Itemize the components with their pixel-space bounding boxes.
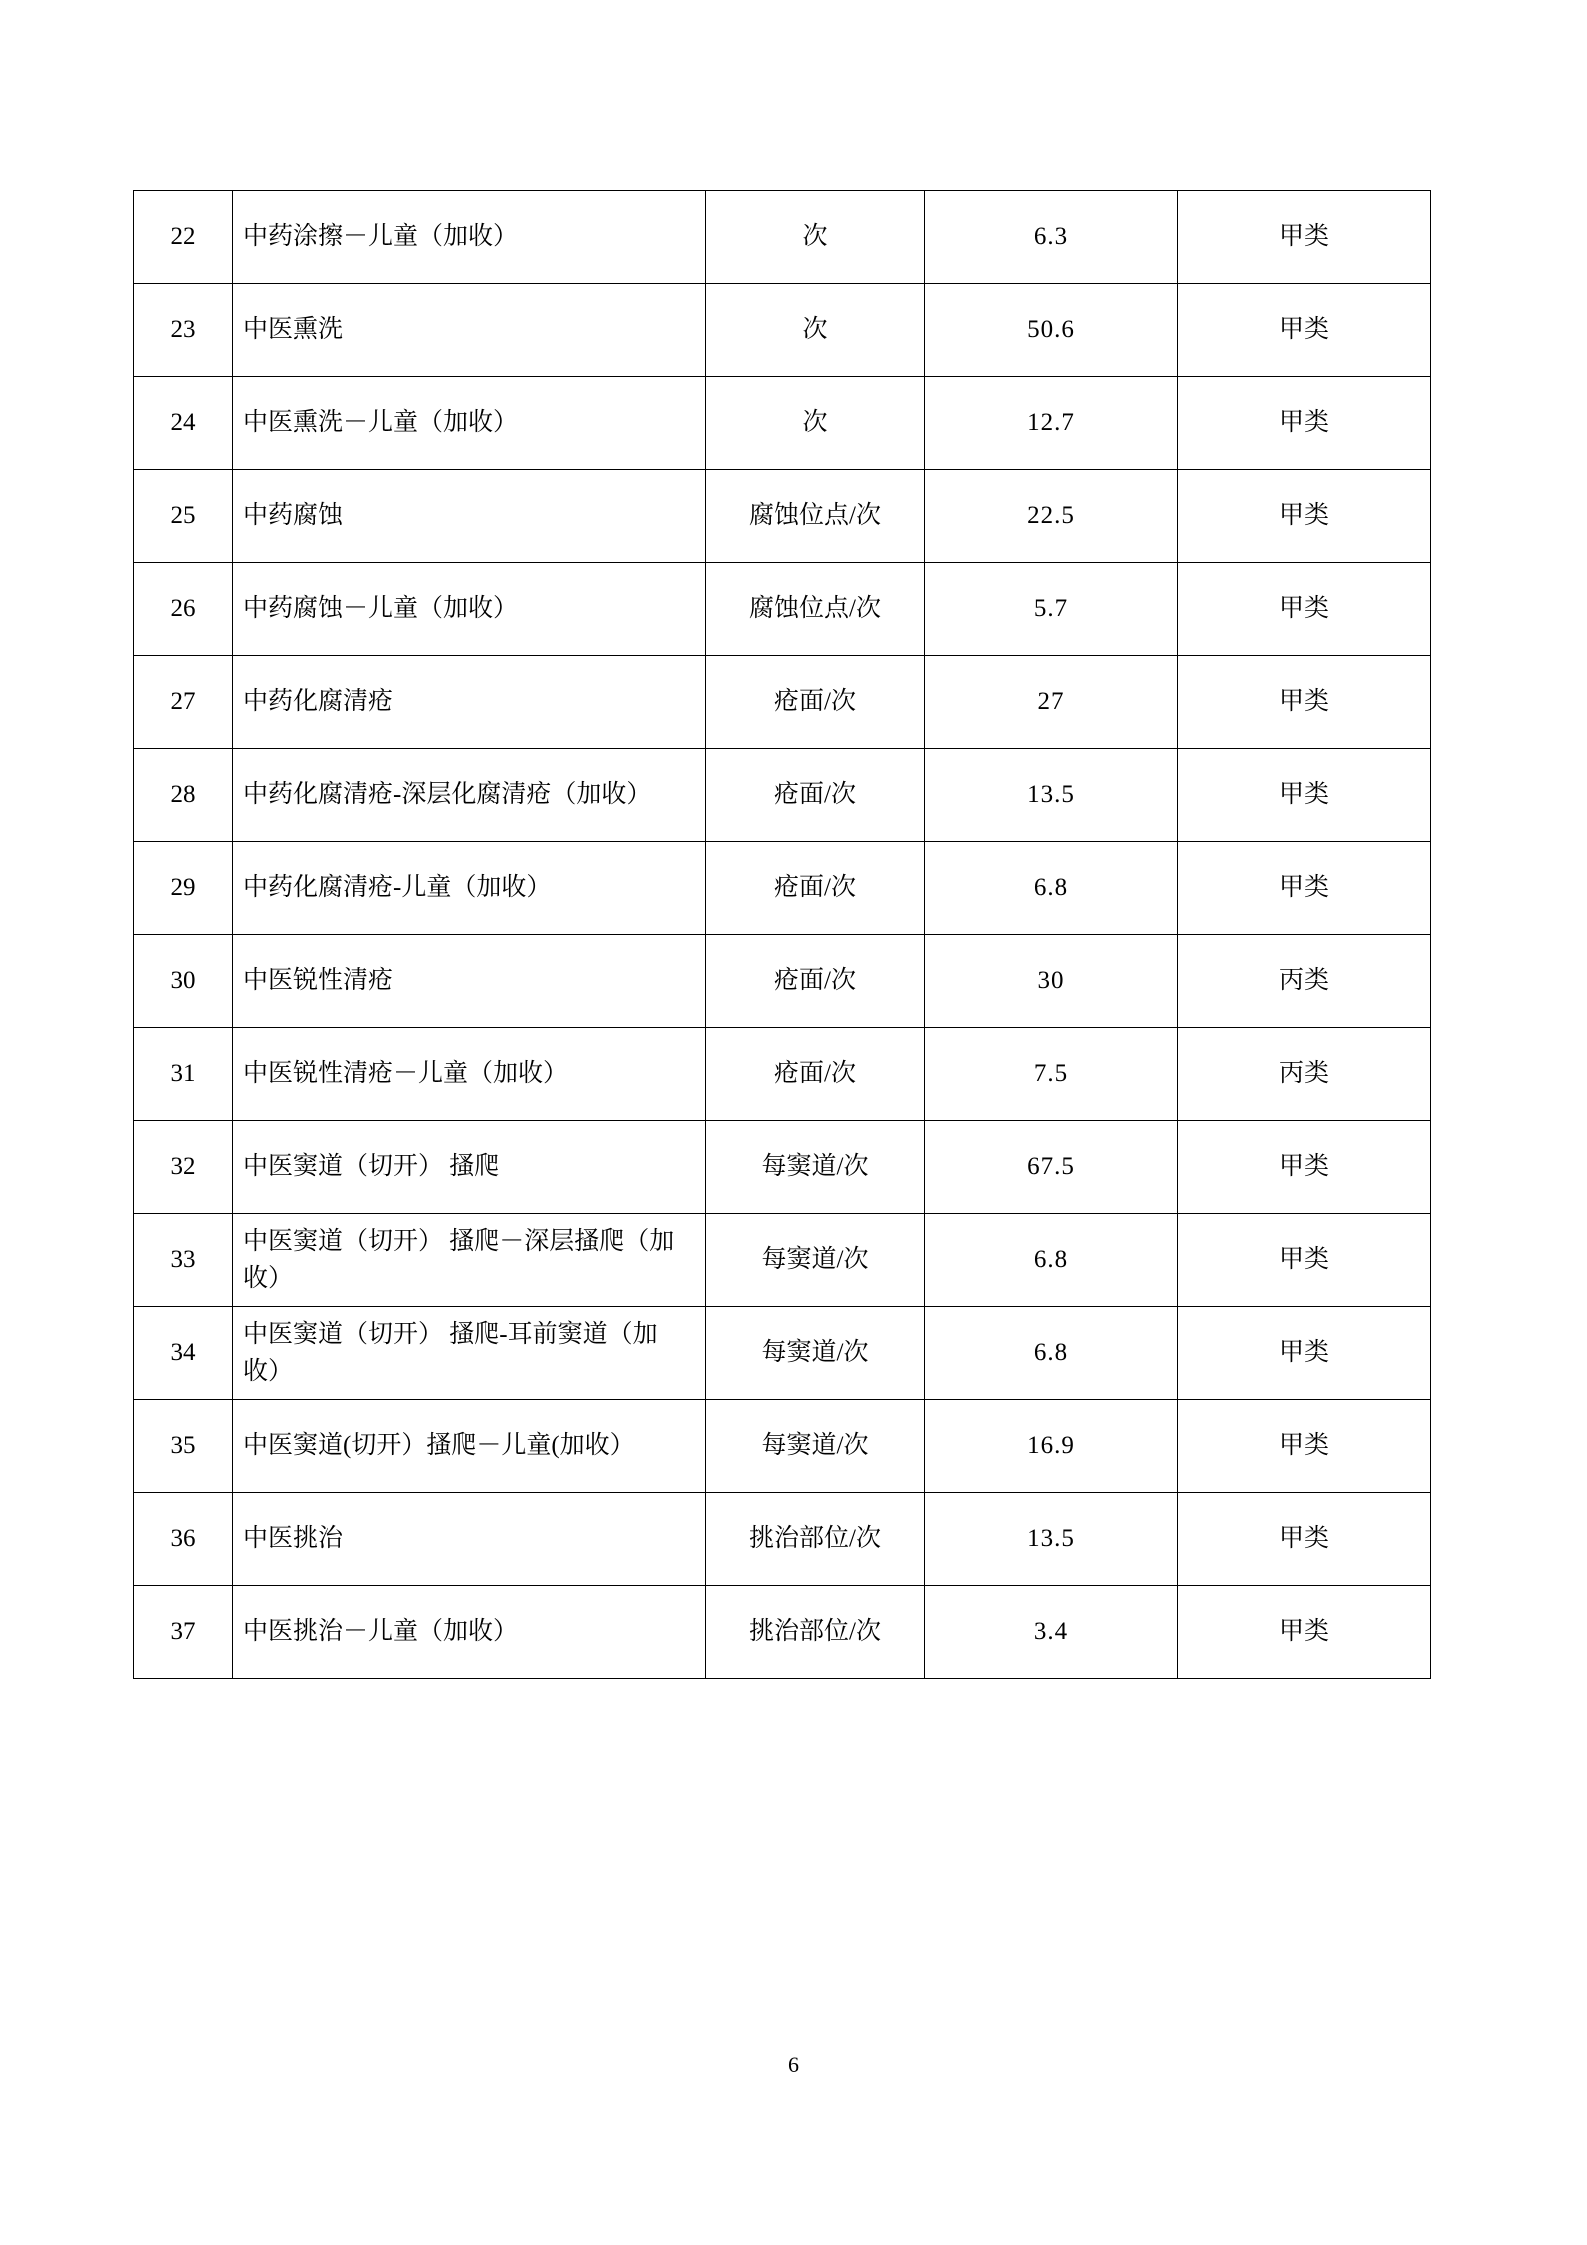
table-row	[134, 470, 1431, 563]
row-price-cell: 5.7	[925, 563, 1178, 656]
row-index-cell: 32	[134, 1121, 233, 1214]
row-unit-cell: 疮面/次	[706, 1028, 925, 1121]
price-table	[133, 190, 1431, 1679]
row-name-cell: 中药腐蚀	[233, 470, 706, 563]
row-type-cell: 甲类	[1178, 1586, 1431, 1679]
row-index-cell: 25	[134, 470, 233, 563]
table-row	[134, 749, 1431, 842]
row-type-cell: 甲类	[1178, 470, 1431, 563]
row-price-cell: 6.8	[925, 842, 1178, 935]
row-price-cell: 22.5	[925, 470, 1178, 563]
row-price-cell: 13.5	[925, 749, 1178, 842]
row-name-cell: 中药化腐清疮	[233, 656, 706, 749]
row-name-cell: 中医窦道（切开） 搔爬－深层搔爬（加收）	[233, 1214, 706, 1307]
price-table-body	[134, 191, 1431, 1679]
row-name-cell: 中药化腐清疮-儿童（加收）	[233, 842, 706, 935]
row-type-cell: 甲类	[1178, 1493, 1431, 1586]
row-price-cell: 6.3	[925, 191, 1178, 284]
row-index-cell: 36	[134, 1493, 233, 1586]
row-price-cell: 16.9	[925, 1400, 1178, 1493]
row-unit-cell: 次	[706, 191, 925, 284]
row-unit-cell: 挑治部位/次	[706, 1493, 925, 1586]
table-row	[134, 842, 1431, 935]
table-row	[134, 191, 1431, 284]
table-row	[134, 563, 1431, 656]
row-name-cell: 中药腐蚀－儿童（加收）	[233, 563, 706, 656]
row-index-cell: 35	[134, 1400, 233, 1493]
row-index-cell: 30	[134, 935, 233, 1028]
row-type-cell: 甲类	[1178, 191, 1431, 284]
row-price-cell: 6.8	[925, 1307, 1178, 1400]
row-type-cell: 甲类	[1178, 1121, 1431, 1214]
row-index-cell: 33	[134, 1214, 233, 1307]
row-name-cell: 中医挑治	[233, 1493, 706, 1586]
row-type-cell: 丙类	[1178, 1028, 1431, 1121]
row-index-cell: 24	[134, 377, 233, 470]
row-type-cell: 甲类	[1178, 1307, 1431, 1400]
row-price-cell: 50.6	[925, 284, 1178, 377]
row-index-cell: 31	[134, 1028, 233, 1121]
row-unit-cell: 每窦道/次	[706, 1307, 925, 1400]
row-unit-cell: 疮面/次	[706, 935, 925, 1028]
row-name-cell: 中医锐性清疮－儿童（加收）	[233, 1028, 706, 1121]
row-name-cell: 中医窦道（切开） 搔爬-耳前窦道（加收）	[233, 1307, 706, 1400]
row-type-cell: 甲类	[1178, 563, 1431, 656]
table-row	[134, 656, 1431, 749]
table-row	[134, 377, 1431, 470]
row-name-cell: 中医熏洗－儿童（加收）	[233, 377, 706, 470]
row-type-cell: 甲类	[1178, 749, 1431, 842]
row-price-cell: 6.8	[925, 1214, 1178, 1307]
row-type-cell: 甲类	[1178, 1214, 1431, 1307]
table-row	[134, 1028, 1431, 1121]
row-name-cell: 中医窦道（切开） 搔爬	[233, 1121, 706, 1214]
row-unit-cell: 次	[706, 377, 925, 470]
row-unit-cell: 疮面/次	[706, 749, 925, 842]
row-index-cell: 34	[134, 1307, 233, 1400]
row-price-cell: 12.7	[925, 377, 1178, 470]
table-row	[134, 1214, 1431, 1307]
row-type-cell: 甲类	[1178, 842, 1431, 935]
table-row	[134, 1493, 1431, 1586]
row-index-cell: 28	[134, 749, 233, 842]
row-unit-cell: 次	[706, 284, 925, 377]
table-row	[134, 1586, 1431, 1679]
table-row	[134, 284, 1431, 377]
row-type-cell: 甲类	[1178, 284, 1431, 377]
row-price-cell: 67.5	[925, 1121, 1178, 1214]
row-index-cell: 29	[134, 842, 233, 935]
row-price-cell: 7.5	[925, 1028, 1178, 1121]
row-name-cell: 中医熏洗	[233, 284, 706, 377]
row-index-cell: 23	[134, 284, 233, 377]
row-unit-cell: 疮面/次	[706, 842, 925, 935]
row-type-cell: 甲类	[1178, 1400, 1431, 1493]
row-name-cell: 中医锐性清疮	[233, 935, 706, 1028]
row-unit-cell: 挑治部位/次	[706, 1586, 925, 1679]
table-row	[134, 1121, 1431, 1214]
row-type-cell: 甲类	[1178, 656, 1431, 749]
row-name-cell: 中药化腐清疮-深层化腐清疮（加收）	[233, 749, 706, 842]
table-row	[134, 1400, 1431, 1493]
table-row	[134, 935, 1431, 1028]
row-price-cell: 30	[925, 935, 1178, 1028]
page-number: 6	[788, 2052, 799, 2077]
row-unit-cell: 每窦道/次	[706, 1121, 925, 1214]
row-name-cell: 中药涂擦－儿童（加收）	[233, 191, 706, 284]
row-index-cell: 37	[134, 1586, 233, 1679]
row-price-cell: 27	[925, 656, 1178, 749]
table-row	[134, 1307, 1431, 1400]
row-index-cell: 27	[134, 656, 233, 749]
row-type-cell: 甲类	[1178, 377, 1431, 470]
row-unit-cell: 每窦道/次	[706, 1214, 925, 1307]
row-unit-cell: 腐蚀位点/次	[706, 563, 925, 656]
row-unit-cell: 每窦道/次	[706, 1400, 925, 1493]
row-index-cell: 26	[134, 563, 233, 656]
row-unit-cell: 疮面/次	[706, 656, 925, 749]
row-index-cell: 22	[134, 191, 233, 284]
row-name-cell: 中医挑治－儿童（加收）	[233, 1586, 706, 1679]
row-type-cell: 丙类	[1178, 935, 1431, 1028]
row-price-cell: 13.5	[925, 1493, 1178, 1586]
row-price-cell: 3.4	[925, 1586, 1178, 1679]
row-name-cell: 中医窦道(切开）搔爬－儿童(加收）	[233, 1400, 706, 1493]
row-unit-cell: 腐蚀位点/次	[706, 470, 925, 563]
